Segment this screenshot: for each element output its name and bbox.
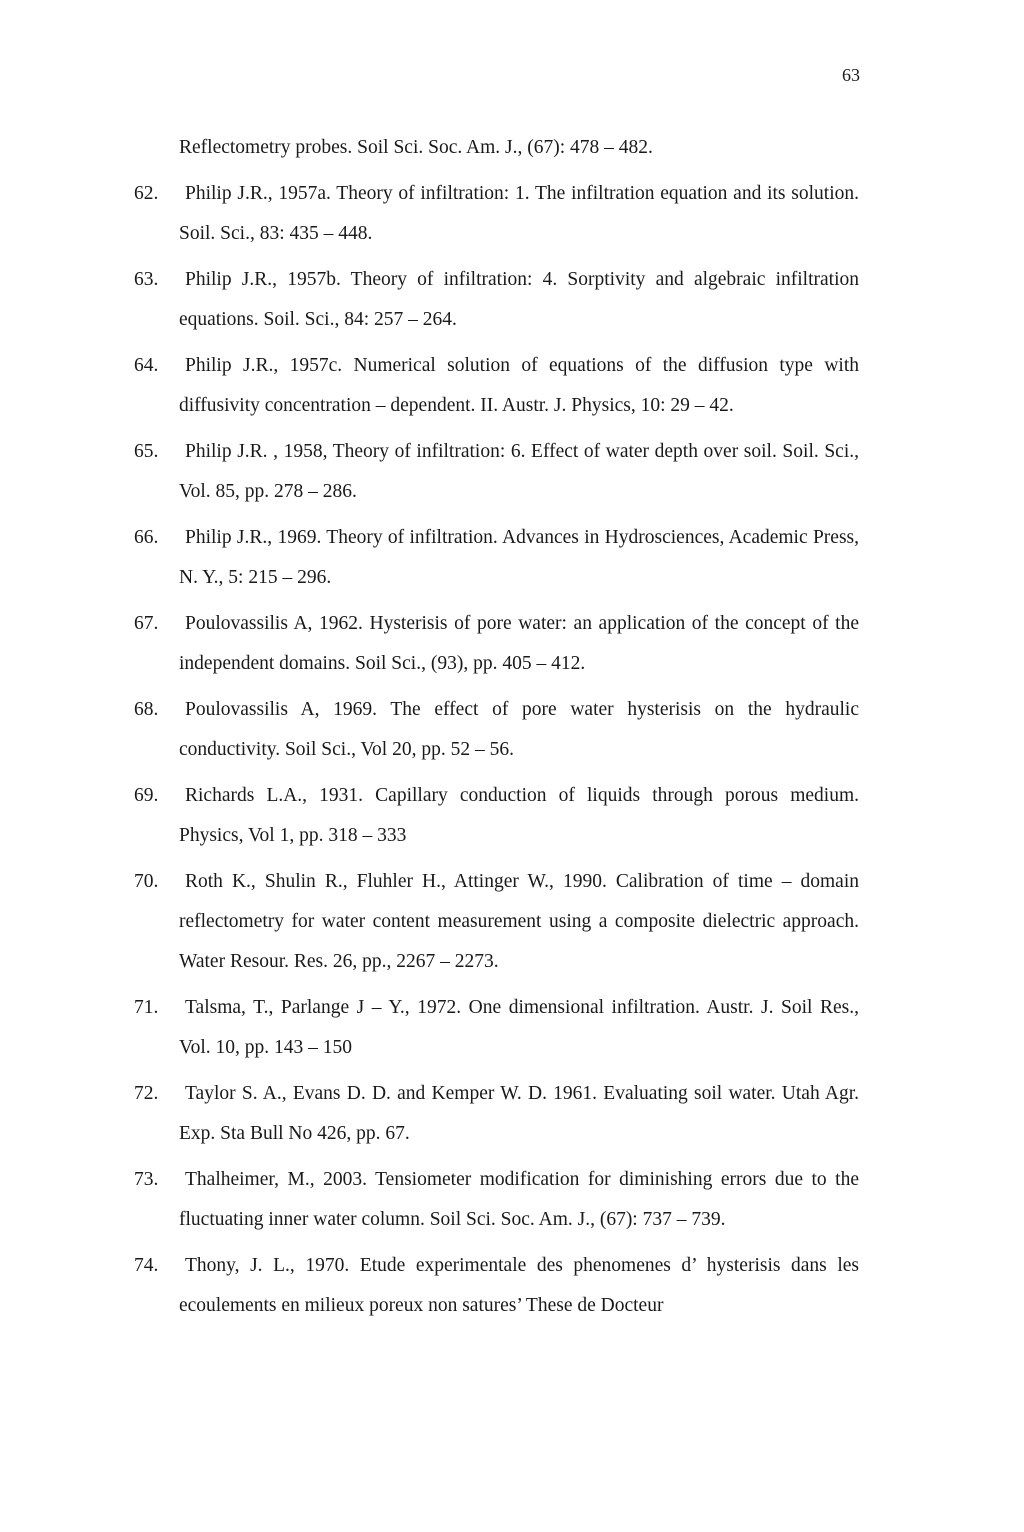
reference-text: Thalheimer, M., 2003. Tensiometer modification for diminishing errors due to the fluctuating inner water column. Soil Sci. Soc. Am. J., (67): 737 – 739. xyxy=(179,1169,859,1230)
reference-entry-64 xyxy=(0,346,1024,426)
reference-number: 70. xyxy=(134,871,159,892)
reference-entry-69 xyxy=(0,776,1024,856)
reference-list xyxy=(0,128,1024,1332)
reference-number: 65. xyxy=(134,441,159,462)
reference-text: Philip J.R., 1957c. Numerical solution of equations of the diffusion type with diffusivity concentration – dependent. II. Austr. J. Physics, 10: 29 – 42. xyxy=(179,355,859,416)
reference-number: 73. xyxy=(134,1169,159,1190)
reference-text: Philip J.R., 1957a. Theory of infiltration: 1. The infiltration equation and its solution. Soil. Sci., 83: 435 – 448. xyxy=(179,183,859,244)
reference-text: Philip J.R., 1969. Theory of infiltration. Advances in Hydrosciences, Academic Press, N. Y., 5: 215 – 296. xyxy=(179,527,859,588)
reference-entry-73 xyxy=(0,1160,1024,1240)
reference-text: Roth K., Shulin R., Fluhler H., Attinger W., 1990. Calibration of time – domain reflectometry for water content measurement using a composite dielectric approach. Water Resour. Res. 26, pp., 2267 – 2273. xyxy=(179,871,859,972)
reference-text: Reflectometry probes. Soil Sci. Soc. Am. J., (67): 478 – 482. xyxy=(179,137,653,158)
reference-entry-62 xyxy=(0,174,1024,254)
reference-number: 64. xyxy=(134,355,159,376)
reference-text: Poulovassilis A, 1969. The effect of pore water hysterisis on the hydraulic conductivity. Soil Sci., Vol 20, pp. 52 – 56. xyxy=(179,699,859,760)
reference-entry-72 xyxy=(0,1074,1024,1154)
reference-text: Richards L.A., 1931. Capillary conduction of liquids through porous medium. Physics, Vol 1, pp. 318 – 333 xyxy=(179,785,859,846)
reference-entry-66 xyxy=(0,518,1024,598)
reference-entry-61-continued xyxy=(0,128,1024,168)
reference-text: Philip J.R. , 1958, Theory of infiltration: 6. Effect of water depth over soil. Soil. Sci., Vol. 85, pp. 278 – 286. xyxy=(179,441,859,502)
reference-number: 69. xyxy=(134,785,159,806)
reference-number: 72. xyxy=(134,1083,159,1104)
reference-number: 71. xyxy=(134,997,159,1018)
reference-entry-71 xyxy=(0,988,1024,1068)
reference-entry-74 xyxy=(0,1246,1024,1326)
reference-number: 63. xyxy=(134,269,159,290)
reference-number: 68. xyxy=(134,699,159,720)
reference-entry-63 xyxy=(0,260,1024,340)
reference-number: 62. xyxy=(134,183,159,204)
reference-text: Thony, J. L., 1970. Etude experimentale des phenomenes d’ hysterisis dans les ecoulements en milieux poreux non satures’ These de Docteur xyxy=(179,1255,859,1316)
reference-text: Taylor S. A., Evans D. D. and Kemper W. D. 1961. Evaluating soil water. Utah Agr. Exp. Sta Bull No 426, pp. 67. xyxy=(179,1083,859,1144)
reference-text: Talsma, T., Parlange J – Y., 1972. One dimensional infiltration. Austr. J. Soil Res., Vol. 10, pp. 143 – 150 xyxy=(179,997,859,1058)
reference-text: Philip J.R., 1957b. Theory of infiltration: 4. Sorptivity and algebraic infiltration equations. Soil. Sci., 84: 257 – 264. xyxy=(179,269,859,330)
reference-entry-67 xyxy=(0,604,1024,684)
reference-number: 66. xyxy=(134,527,159,548)
reference-text: Poulovassilis A, 1962. Hysterisis of pore water: an application of the concept of the independent domains. Soil Sci., (93), pp. 405 – 412. xyxy=(179,613,859,674)
reference-entry-65 xyxy=(0,432,1024,512)
reference-entry-70 xyxy=(0,862,1024,982)
reference-entry-68 xyxy=(0,690,1024,770)
reference-number: 67. xyxy=(134,613,159,634)
page-number: 63 xyxy=(842,65,860,85)
reference-number: 74. xyxy=(134,1255,159,1276)
